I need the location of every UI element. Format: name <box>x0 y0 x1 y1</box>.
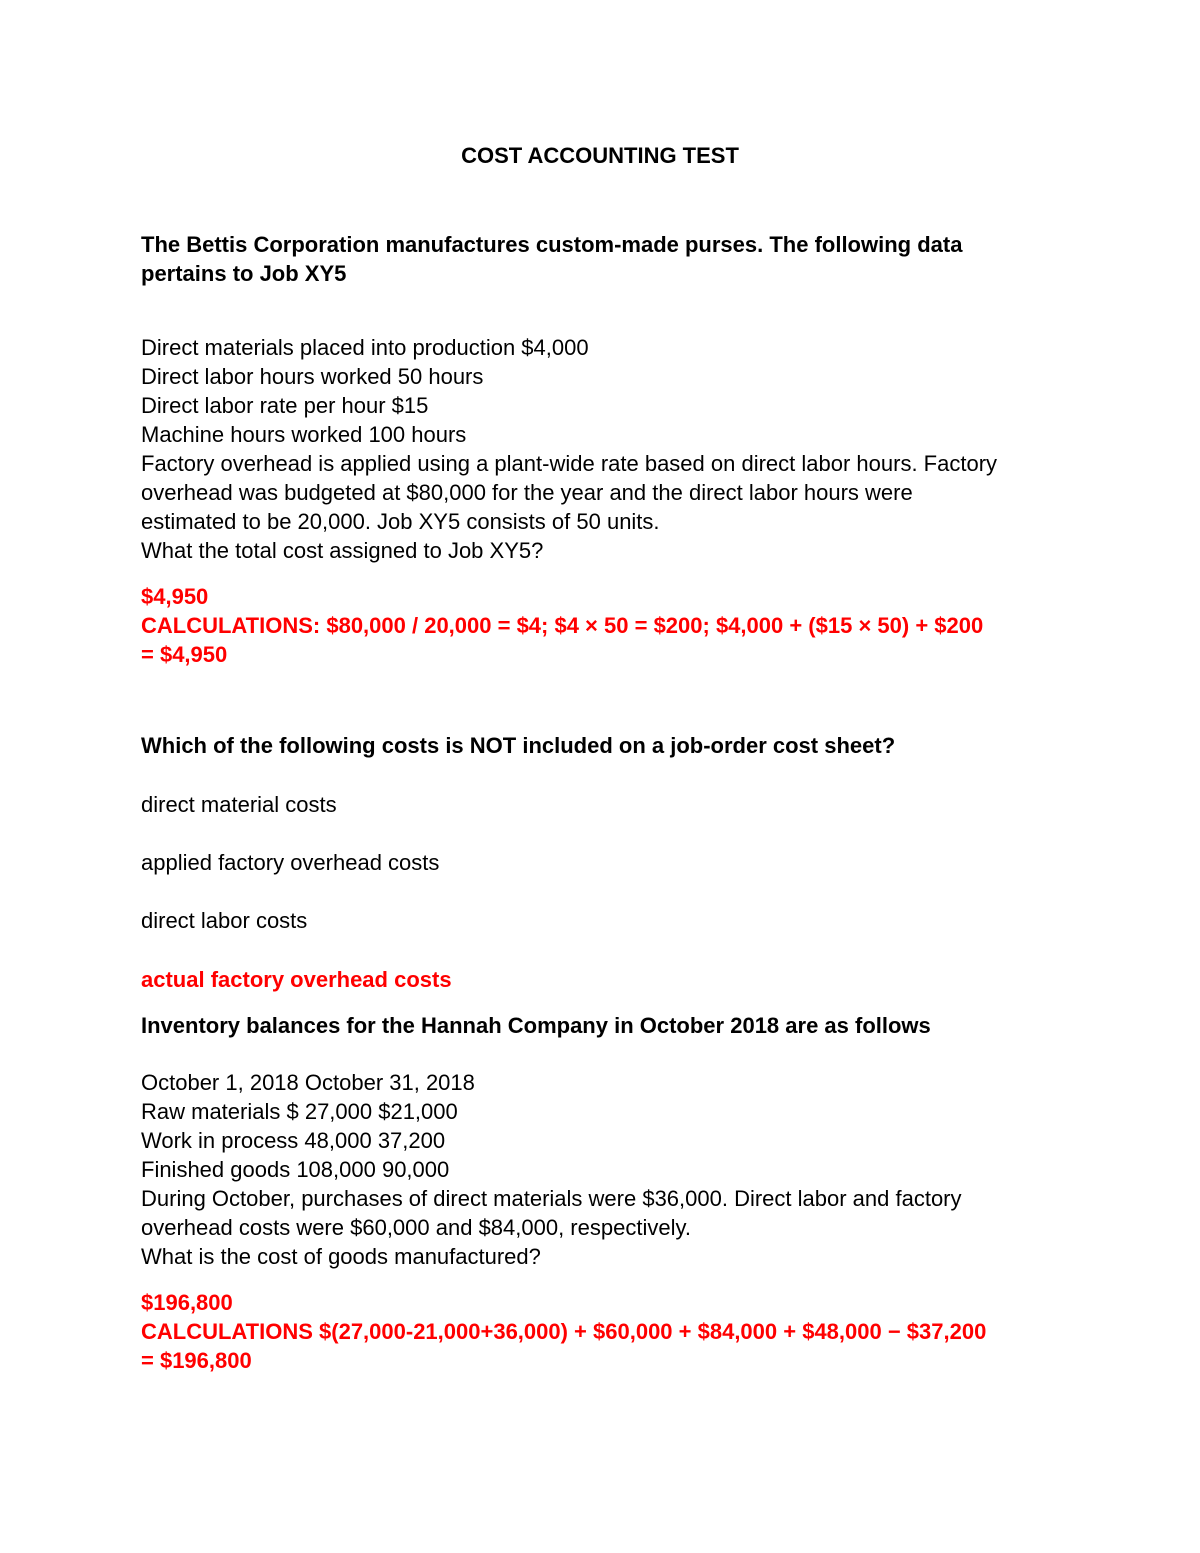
data-line: Direct materials placed into production $4,000 <box>141 335 589 360</box>
question-2-option: applied factory overhead costs <box>141 850 440 875</box>
question-1-line: The Bettis Corporation manufactures custom-made purses. The following data <box>141 232 963 257</box>
question-3-data <box>141 1068 1071 1271</box>
question-3-heading: Inventory balances for the Hannah Company in October 2018 are as follows <box>141 1013 931 1038</box>
question-1-heading <box>141 230 1071 288</box>
data-line: What is the cost of goods manufactured? <box>141 1244 541 1269</box>
data-line: estimated to be 20,000. Job XY5 consists of 50 units. <box>141 509 660 534</box>
data-line: Finished goods 108,000 90,000 <box>141 1157 450 1182</box>
data-line: Raw materials $ 27,000 $21,000 <box>141 1099 458 1124</box>
question-2-heading: Which of the following costs is NOT included on a job-order cost sheet? <box>141 733 896 758</box>
answer-line: = $196,800 <box>141 1348 252 1373</box>
question-1-data <box>141 333 1071 565</box>
question-1-line: pertains to Job XY5 <box>141 261 347 286</box>
data-line: Direct labor rate per hour $15 <box>141 393 429 418</box>
page-title: COST ACCOUNTING TEST <box>461 143 739 168</box>
answer-line: CALCULATIONS: $80,000 / 20,000 = $4; $4 × 50 = $200; $4,000 + ($15 × 50) + $200 <box>141 613 984 638</box>
answer-line: $196,800 <box>141 1290 233 1315</box>
data-line: overhead was budgeted at $80,000 for the year and the direct labor hours were <box>141 480 913 505</box>
data-line: Machine hours worked 100 hours <box>141 422 467 447</box>
data-line: overhead costs were $60,000 and $84,000, respectively. <box>141 1215 691 1240</box>
answer-line: CALCULATIONS $(27,000-21,000+36,000) + $60,000 + $84,000 + $48,000 − $37,200 <box>141 1319 987 1344</box>
question-1-answer <box>141 582 1071 669</box>
data-line: October 1, 2018 October 31, 2018 <box>141 1070 475 1095</box>
data-line: What the total cost assigned to Job XY5? <box>141 538 544 563</box>
data-line: Work in process 48,000 37,200 <box>141 1128 446 1153</box>
question-2-option: direct labor costs <box>141 908 308 933</box>
data-line: Direct labor hours worked 50 hours <box>141 364 484 389</box>
data-line: During October, purchases of direct materials were $36,000. Direct labor and factory <box>141 1186 962 1211</box>
question-2-option: direct material costs <box>141 792 337 817</box>
answer-line: = $4,950 <box>141 642 228 667</box>
answer-line: $4,950 <box>141 584 209 609</box>
question-3-answer <box>141 1288 1071 1375</box>
data-line: Factory overhead is applied using a plant-wide rate based on direct labor hours. Factory <box>141 451 998 476</box>
question-2-answer: actual factory overhead costs <box>141 967 452 992</box>
